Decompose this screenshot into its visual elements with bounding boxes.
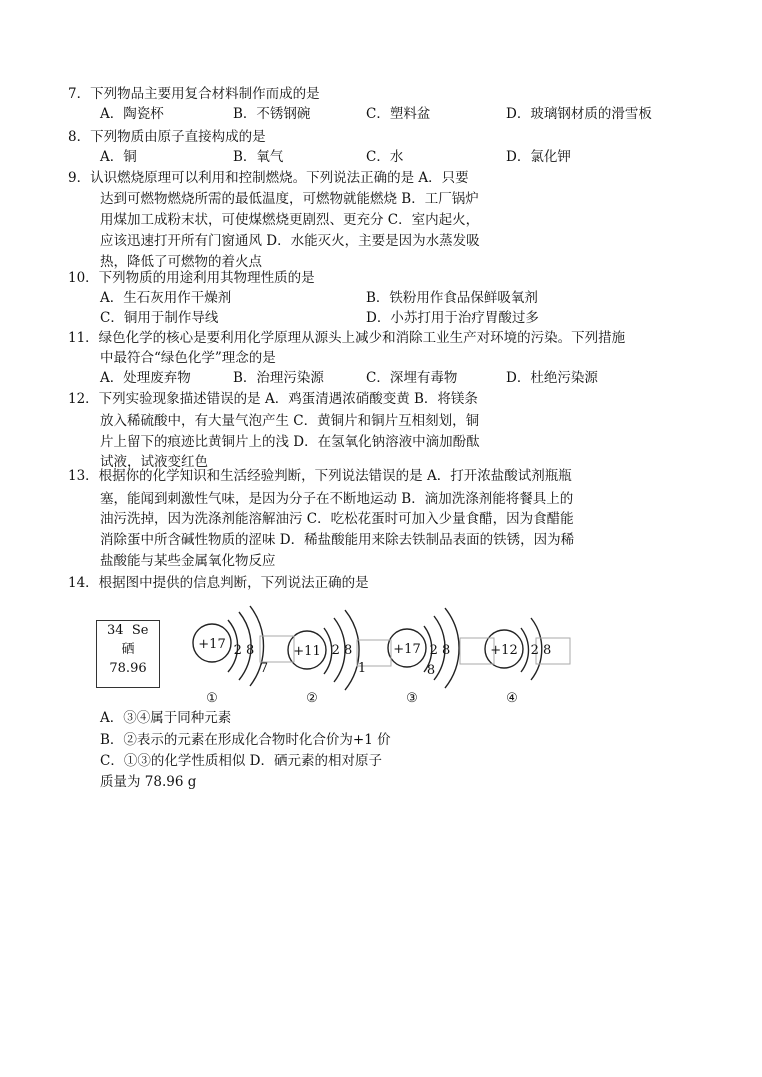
q10-option-c: C．铜用于制作导线 bbox=[100, 310, 219, 326]
atom-label: ① bbox=[206, 691, 218, 706]
question-12-line: 片上留下的痕迹比黄铜片上的浅 D．在氢氧化钠溶液中滴加酚酞 bbox=[100, 434, 480, 450]
q7-option-b: B．不锈钢碗 bbox=[233, 106, 311, 122]
nucleus-charge: +11 bbox=[293, 644, 321, 659]
atom-label: ② bbox=[306, 691, 318, 706]
question-9-line: 热，降低了可燃物的着火点 bbox=[100, 254, 262, 270]
q10-option-a: A．生石灰用作干燥剂 bbox=[100, 290, 232, 306]
q8-option-c: C．水 bbox=[366, 149, 404, 165]
atom-structure-figure bbox=[96, 596, 576, 708]
q14-option-a: A．③④属于同种元素 bbox=[100, 710, 232, 726]
atom-label: ④ bbox=[506, 691, 518, 706]
q11-option-c: C．深埋有毒物 bbox=[366, 370, 458, 386]
question-9: 9．认识燃烧原理可以利用和控制燃烧。下列说法正确的是 A．只要 bbox=[68, 170, 469, 186]
question-10: 10．下列物质的用途利用其物理性质的是 bbox=[68, 270, 315, 286]
q8-option-a: A．铜 bbox=[100, 149, 137, 165]
question-11: 11．绿色化学的核心是要利用化学原理从源头上减少和消除工业生产对环境的污染。下列措施 bbox=[68, 330, 626, 346]
q14-option-d-cont: 质量为 78.96 g bbox=[100, 774, 197, 790]
question-12: 12．下列实验现象描述错误的是 A．鸡蛋清遇浓硝酸变黄 B．将镁条 bbox=[68, 391, 478, 407]
shell-electrons: 2 8 bbox=[530, 643, 552, 658]
question-13-line: 塞，能闻到刺激性气味，是因为分子在不断地运动 B．滴加洗涤剂能将餐具上的 bbox=[100, 491, 574, 507]
q7-option-a: A．陶瓷杯 bbox=[100, 106, 164, 122]
q10-option-d: D．小苏打用于治疗胃酸过多 bbox=[366, 310, 539, 326]
q11-option-b: B．治理污染源 bbox=[233, 370, 324, 386]
shell-electrons: 2 8 bbox=[331, 643, 353, 658]
question-14: 14．根据图中提供的信息判断，下列说法正确的是 bbox=[68, 575, 369, 591]
nucleus-charge: +12 bbox=[490, 643, 518, 658]
q8-option-b: B．氧气 bbox=[233, 149, 284, 165]
q7-option-d: D．玻璃钢材质的滑雪板 bbox=[506, 106, 652, 122]
atom-label: ③ bbox=[406, 691, 418, 706]
question-12-line: 试液，试液变红色 bbox=[100, 454, 208, 470]
shell-electrons: 2 8 bbox=[429, 643, 451, 658]
element-mass: 78.96 bbox=[109, 661, 147, 676]
shell-electrons: 2 8 bbox=[233, 643, 255, 658]
outer-electrons: 8 bbox=[426, 663, 436, 678]
q14-option-c-d: C．①③的化学性质相似 D．硒元素的相对原子 bbox=[100, 753, 382, 769]
q11-option-d: D．杜绝污染源 bbox=[506, 370, 598, 386]
atom-diagrams bbox=[96, 596, 576, 708]
q11-option-a: A．处理废弃物 bbox=[100, 370, 191, 386]
q7-option-c: C．塑料盆 bbox=[366, 106, 431, 122]
nucleus-charge: +17 bbox=[393, 642, 421, 657]
outer-electrons: 7 bbox=[259, 661, 269, 676]
shell-arc bbox=[324, 628, 332, 674]
question-13: 13．根据你的化学知识和生活经验判断，下列说法错误的是 A．打开浓盐酸试剂瓶瓶 bbox=[68, 468, 572, 484]
question-9-line: 达到可燃物燃烧所需的最低温度，可燃物就能燃烧 B．工厂锅炉 bbox=[100, 191, 479, 207]
nucleus-charge: +17 bbox=[198, 637, 226, 652]
element-symbol: Se bbox=[131, 623, 149, 638]
question-13-line: 油污洗掉，因为洗涤剂能溶解油污 C．吃松花蛋时可加入少量食醋，因为食醋能 bbox=[100, 511, 574, 527]
question-13-line: 盐酸能与某些金属氧化物反应 bbox=[100, 553, 276, 569]
q10-option-b: B．铁粉用作食品保鲜吸氧剂 bbox=[366, 290, 538, 306]
shell-arc bbox=[521, 628, 529, 672]
q14-option-b: B．②表示的元素在形成化合物时化合价为+1 价 bbox=[100, 732, 391, 748]
element-name: 硒 bbox=[121, 642, 135, 657]
element-number: 34 bbox=[107, 623, 124, 638]
question-11-line: 中最符合“绿色化学”理念的是 bbox=[100, 350, 276, 366]
outer-electrons: 1 bbox=[357, 661, 367, 676]
q8-option-d: D．氯化钾 bbox=[506, 149, 571, 165]
question-12-line: 放入稀硫酸中，有大量气泡产生 C．黄铜片和铜片互相刻划，铜 bbox=[100, 413, 480, 429]
question-13-line: 消除蛋中所含碱性物质的涩味 D．稀盐酸能用来除去铁制品表面的铁锈，因为稀 bbox=[100, 532, 575, 548]
question-8: 8．下列物质由原子直接构成的是 bbox=[68, 129, 266, 145]
question-9-line: 用煤加工成粉末状，可使煤燃烧更剧烈、更充分 C．室内起火， bbox=[100, 212, 480, 228]
question-9-line: 应该迅速打开所有门窗通风 D．水能灭火，主要是因为水蒸发吸 bbox=[100, 233, 480, 249]
label-frame bbox=[260, 636, 294, 662]
question-7: 7．下列物品主要用复合材料制作而成的是 bbox=[68, 86, 320, 102]
